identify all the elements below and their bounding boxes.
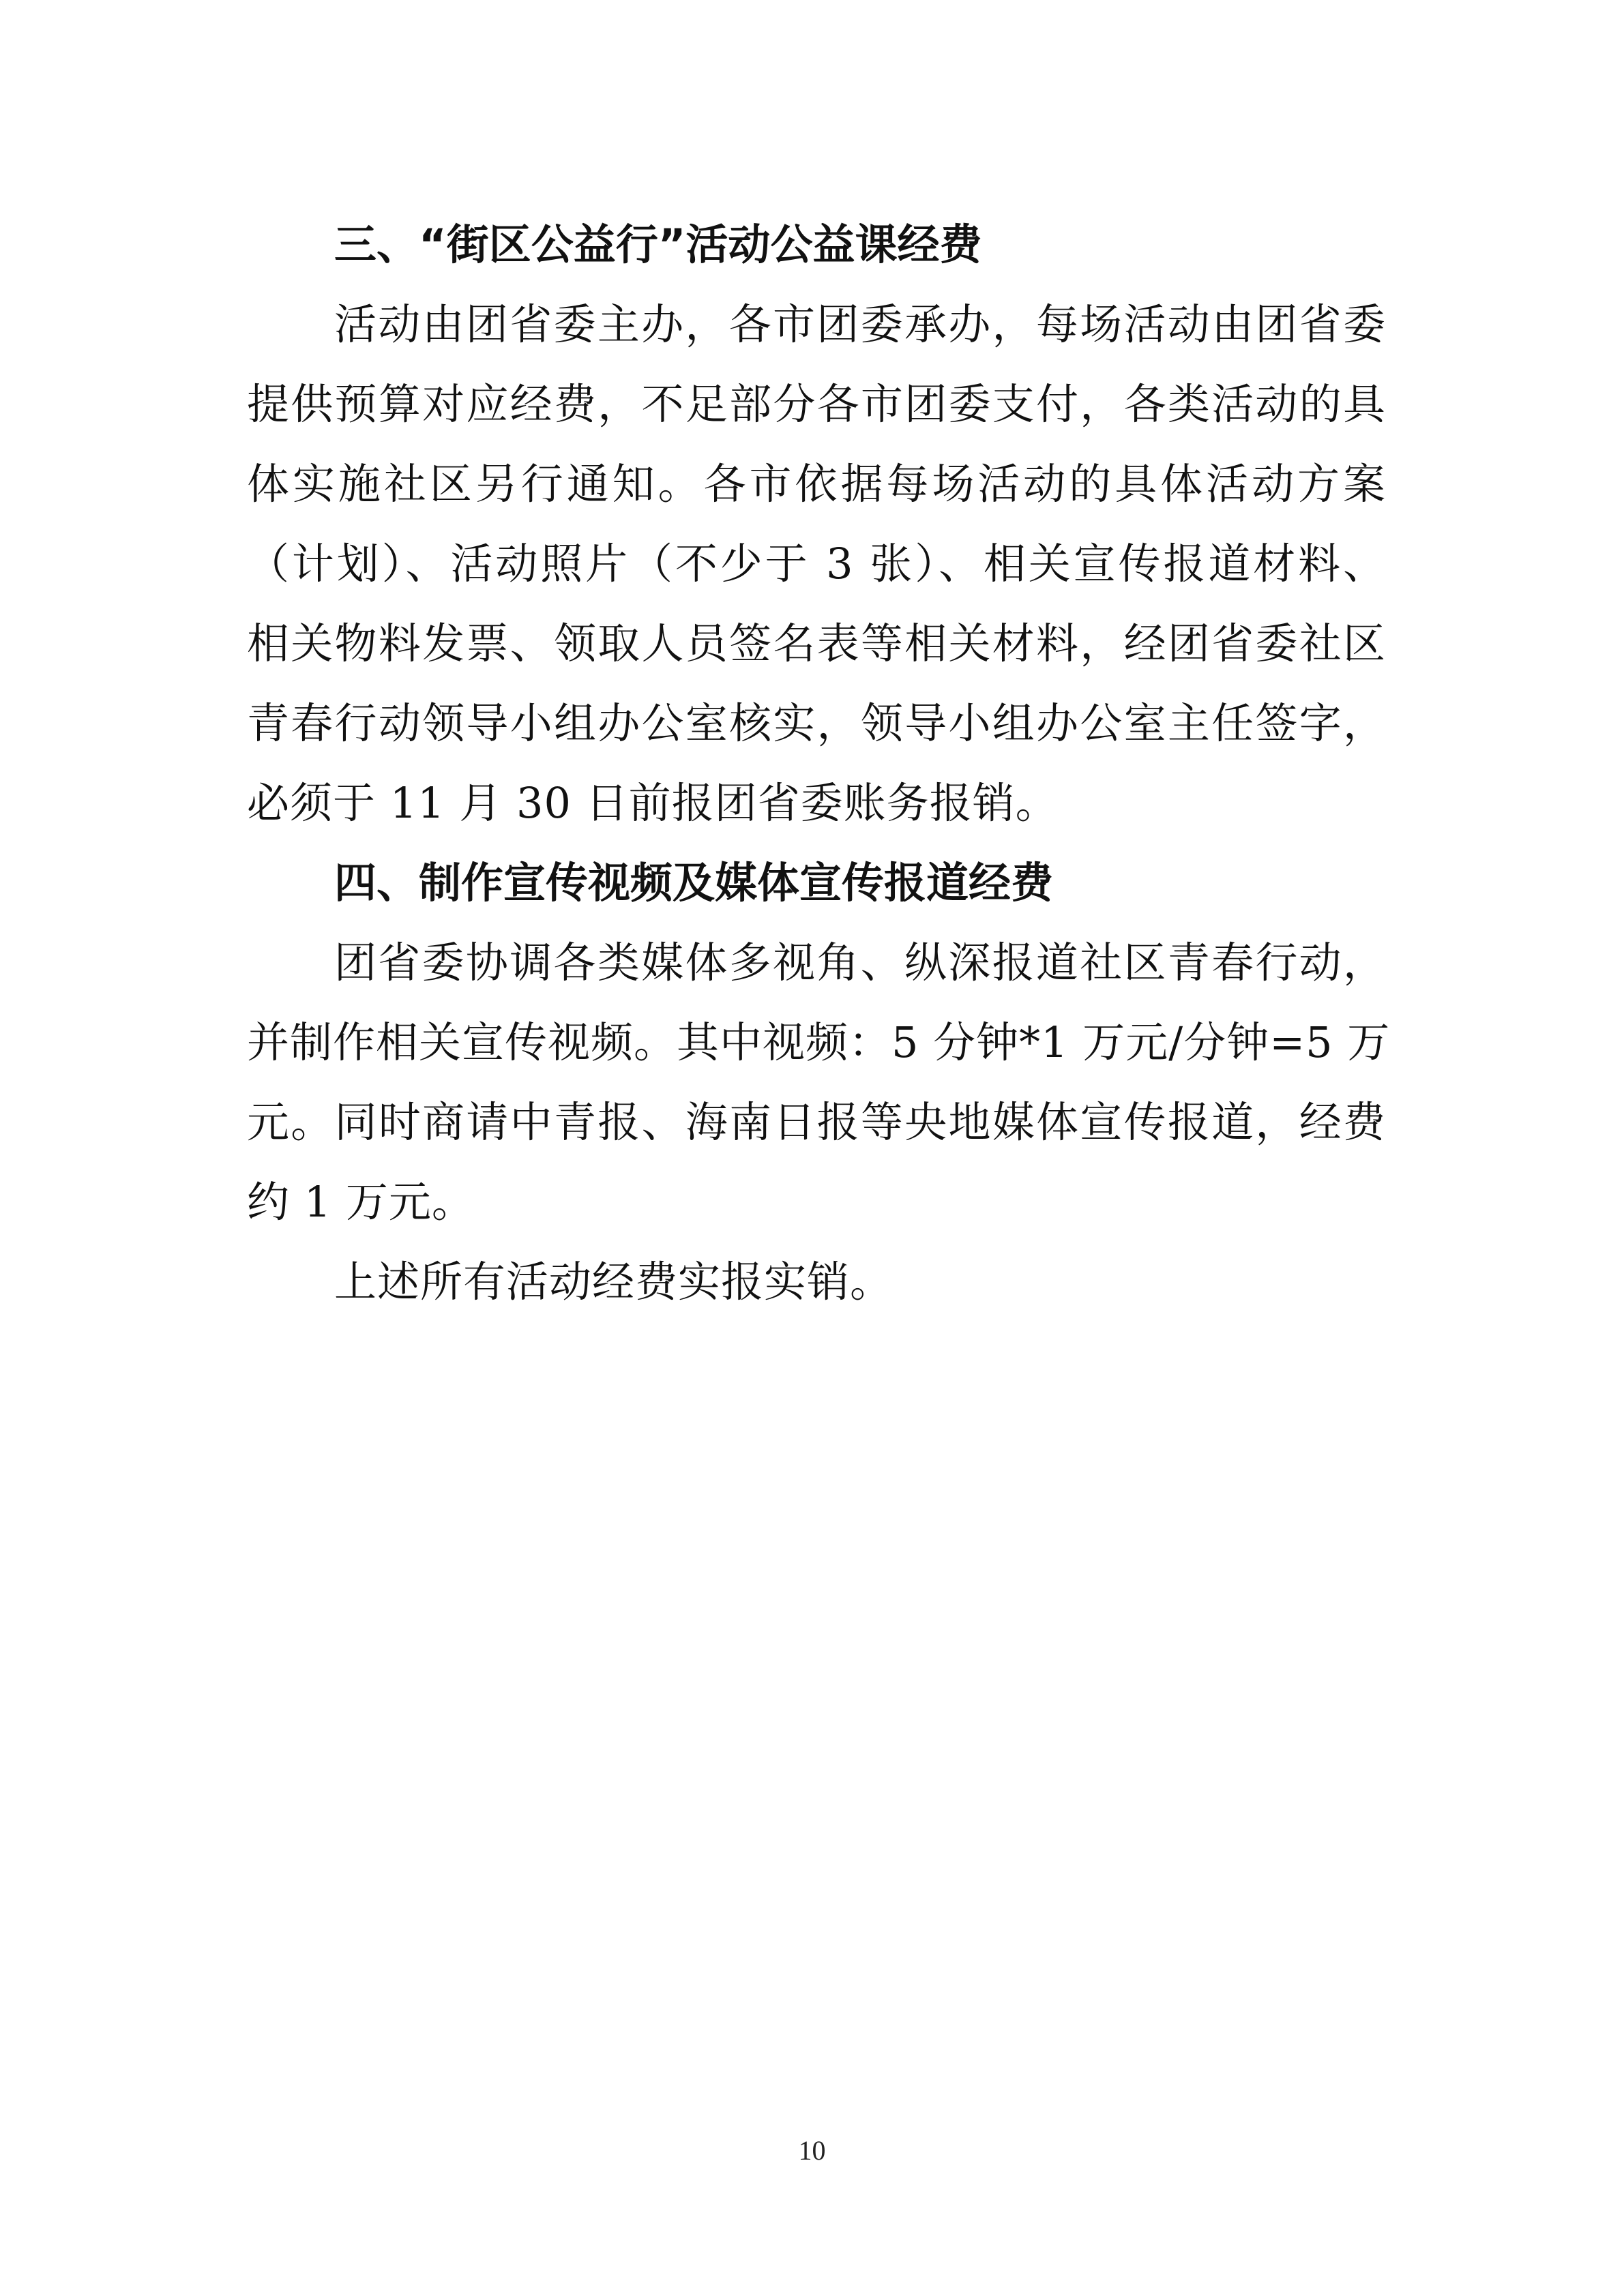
section-3-paragraph-line: 体实施社区另行通知。各市依据每场活动的具体活动方案: [247, 459, 1386, 509]
page-number: 10: [798, 2135, 826, 2166]
closing-statement: 上述所有活动经费实报实销。: [334, 1257, 894, 1307]
section-3-paragraph-line: 相关物料发票、领取人员签名表等相关材料，经团省委社区: [247, 618, 1386, 668]
section-4-paragraph-line: 元。同时商请中青报、海南日报等央地媒体宣传报道，经费: [247, 1097, 1386, 1147]
page-content: [247, 205, 1391, 1322]
section-3-paragraph-line: 提供预算对应经费，不足部分各市团委支付，各类活动的具: [247, 379, 1386, 429]
section-3-paragraph-line: 必须于 11 月 30 日前报团省委账务报销。: [247, 778, 1059, 828]
section-4-heading: 四、制作宣传视频及媒体宣传报道经费: [334, 858, 1054, 908]
section-3-paragraph-line: 青春行动领导小组办公室核实，领导小组办公室主任签字，: [247, 698, 1386, 748]
section-3-paragraph-line: 活动由团省委主办，各市团委承办，每场活动由团省委: [334, 299, 1386, 349]
section-4-paragraph-line: 并制作相关宣传视频。其中视频：5 分钟*1 万元/分钟=5 万: [247, 1017, 1391, 1067]
section-3-heading: 三、“街区公益行”活动公益课经费: [334, 220, 982, 269]
section-3-paragraph-line: （计划）、活动照片（不少于 3 张）、相关宣传报道材料、: [247, 539, 1386, 588]
section-4-paragraph-line: 团省委协调各类媒体多视角、纵深报道社区青春行动，: [334, 938, 1386, 987]
section-4-paragraph-line: 约 1 万元。: [247, 1177, 475, 1227]
